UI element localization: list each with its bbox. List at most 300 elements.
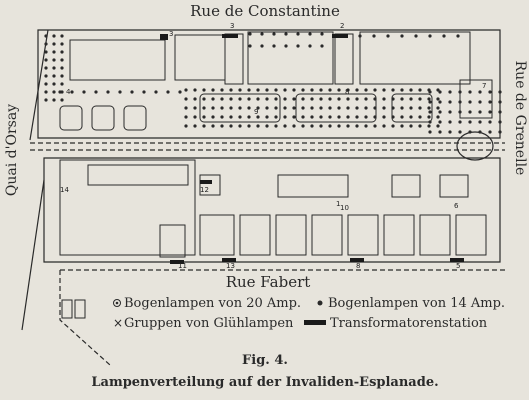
arc-lamp-dot bbox=[178, 90, 181, 93]
arc-lamp-dot bbox=[328, 97, 331, 100]
glow-lamp-cross-icon: × bbox=[113, 316, 124, 330]
arc-lamp-dot bbox=[468, 100, 471, 103]
arc-lamp-dot bbox=[118, 90, 121, 93]
arc-lamp-dot bbox=[265, 97, 268, 100]
arc-lamp-dot bbox=[428, 110, 431, 113]
arc-lamp-dot bbox=[427, 97, 430, 100]
lower-pavilion bbox=[440, 175, 468, 197]
arc-lamp-dot bbox=[438, 130, 441, 133]
legend-glow-groups: Gruppen von Glühlampen bbox=[124, 316, 294, 331]
arc-lamp-dot bbox=[283, 88, 286, 91]
arc-lamp-dot bbox=[229, 124, 232, 127]
garden-bed bbox=[124, 106, 146, 130]
arc-lamp-dot bbox=[364, 88, 367, 91]
lower-hall bbox=[160, 225, 185, 257]
arc-lamp-dot bbox=[284, 32, 287, 35]
arc-lamp-dot bbox=[60, 58, 63, 61]
arc-lamp-dot bbox=[274, 124, 277, 127]
arc-lamp-dot bbox=[52, 58, 55, 61]
arc-lamp-dot bbox=[320, 44, 323, 47]
marker-number: 2 bbox=[340, 22, 345, 30]
arc-lamp-dot bbox=[391, 106, 394, 109]
lower-building-strip bbox=[88, 165, 188, 185]
transformer-station-icon bbox=[200, 180, 212, 184]
street-label-top: Rue de Constantine bbox=[190, 2, 340, 20]
arc-lamp-dot bbox=[44, 42, 47, 45]
arc-lamp-dot bbox=[458, 120, 461, 123]
marker-number: 5 bbox=[456, 262, 461, 270]
arc-lamp-dot bbox=[372, 34, 375, 37]
arc-lamp-dot bbox=[319, 115, 322, 118]
arc-lamp-dot bbox=[310, 106, 313, 109]
lower-pavilion bbox=[392, 175, 420, 197]
lower-hall bbox=[384, 215, 414, 255]
arc-lamp-dot bbox=[274, 106, 277, 109]
arc-lamp-dot bbox=[166, 90, 169, 93]
lower-hall bbox=[200, 215, 234, 255]
arc-lamp-dot bbox=[52, 90, 55, 93]
arc-lamp-dot bbox=[458, 110, 461, 113]
arc-lamp-dot bbox=[498, 100, 501, 103]
arc-lamp-dot bbox=[292, 115, 295, 118]
arc-lamp-dot bbox=[58, 90, 61, 93]
lower-hall bbox=[312, 215, 342, 255]
arc-lamp-dot bbox=[193, 106, 196, 109]
arc-lamp-dot bbox=[400, 97, 403, 100]
arc-lamp-dot bbox=[319, 124, 322, 127]
lower-hall bbox=[420, 215, 450, 255]
arc-lamp-dot bbox=[488, 90, 491, 93]
arc-lamp-dot bbox=[310, 88, 313, 91]
arc-lamp-dot bbox=[220, 88, 223, 91]
arc-lamp-dot bbox=[418, 115, 421, 118]
garden-bed bbox=[92, 106, 114, 130]
quai-edge-lower bbox=[22, 180, 44, 330]
arc-lamp-dot bbox=[498, 130, 501, 133]
quai-kiosk bbox=[62, 300, 72, 318]
arc-lamp-dot bbox=[478, 90, 481, 93]
arc-lamp-dot bbox=[52, 82, 55, 85]
arc-lamp-dot bbox=[328, 115, 331, 118]
upper-right-square bbox=[460, 80, 492, 118]
garden-bed-long bbox=[296, 94, 376, 122]
arc-lamp-dot bbox=[498, 90, 501, 93]
arc-lamp-dot bbox=[265, 88, 268, 91]
arc-lamp-dot bbox=[193, 88, 196, 91]
arc-lamp-dot bbox=[391, 88, 394, 91]
arc-lamp-dot bbox=[202, 88, 205, 91]
lower-building-large bbox=[60, 160, 195, 255]
arc-lamp-dot bbox=[355, 88, 358, 91]
arc-lamp-dot bbox=[238, 115, 241, 118]
legend-arc-lamps-14: Bogenlampen von 14 Amp. bbox=[328, 296, 506, 311]
arc-lamp-dot bbox=[418, 88, 421, 91]
arc-lamp-dot bbox=[337, 97, 340, 100]
arc-lamp-dot bbox=[274, 88, 277, 91]
marker-number: 1 bbox=[336, 200, 341, 208]
arc-lamp-dot bbox=[256, 124, 259, 127]
arc-lamp-dot bbox=[478, 130, 481, 133]
arc-lamp-dot bbox=[60, 98, 63, 101]
arc-lamp-20-icon-dot bbox=[116, 302, 119, 305]
arc-lamp-dot bbox=[382, 124, 385, 127]
arc-lamp-dot bbox=[274, 97, 277, 100]
arc-lamp-dot bbox=[211, 97, 214, 100]
arc-lamp-dot bbox=[60, 82, 63, 85]
arc-lamp-dot bbox=[283, 106, 286, 109]
upper-building-middle bbox=[248, 32, 333, 84]
arc-lamp-dot bbox=[498, 120, 501, 123]
arc-lamp-dot bbox=[438, 90, 441, 93]
street-label-bottom: Rue Fabert bbox=[225, 273, 311, 291]
arc-lamp-dot bbox=[468, 90, 471, 93]
arc-lamp-dot bbox=[247, 124, 250, 127]
upper-pavilion-center bbox=[175, 35, 225, 80]
lower-pavilion bbox=[278, 175, 348, 197]
arc-lamp-dot bbox=[248, 32, 251, 35]
arc-lamp-dot bbox=[418, 97, 421, 100]
arc-lamp-dot bbox=[184, 88, 187, 91]
arc-lamp-dot bbox=[265, 124, 268, 127]
arc-lamp-dot bbox=[382, 115, 385, 118]
arc-lamp-dot bbox=[301, 97, 304, 100]
arc-lamp-dot bbox=[328, 88, 331, 91]
arc-lamp-dot bbox=[184, 97, 187, 100]
arc-lamp-dot bbox=[202, 124, 205, 127]
arc-lamp-dot bbox=[184, 106, 187, 109]
arc-lamp-dot bbox=[400, 115, 403, 118]
arc-lamp-dot bbox=[229, 88, 232, 91]
arc-lamp-dot bbox=[448, 110, 451, 113]
arc-lamp-dot bbox=[301, 88, 304, 91]
arc-lamp-dot bbox=[373, 115, 376, 118]
arc-lamp-14-icon bbox=[318, 301, 323, 306]
arc-lamp-dot bbox=[60, 66, 63, 69]
arc-lamp-dot bbox=[468, 120, 471, 123]
arc-lamp-dot bbox=[44, 90, 47, 93]
arc-lamp-dot bbox=[260, 32, 263, 35]
arc-lamp-dot bbox=[94, 90, 97, 93]
arc-lamp-dot bbox=[427, 124, 430, 127]
arc-lamp-dot bbox=[229, 97, 232, 100]
arc-lamp-dot bbox=[438, 110, 441, 113]
arc-lamp-dot bbox=[283, 115, 286, 118]
arc-lamp-dot bbox=[106, 90, 109, 93]
arc-lamp-dot bbox=[292, 106, 295, 109]
garden-bed bbox=[60, 106, 82, 130]
arc-lamp-dot bbox=[448, 100, 451, 103]
right-roundabout bbox=[457, 132, 493, 160]
arc-lamp-dot bbox=[265, 115, 268, 118]
marker-number: 3 bbox=[230, 22, 235, 30]
lower-hall bbox=[240, 215, 270, 255]
arc-lamp-dot bbox=[256, 97, 259, 100]
arc-lamp-dot bbox=[238, 106, 241, 109]
figure-number: Fig. 4. bbox=[242, 353, 288, 368]
arc-lamp-dot bbox=[229, 115, 232, 118]
arc-lamp-dot bbox=[211, 124, 214, 127]
arc-lamp-dot bbox=[211, 106, 214, 109]
arc-lamp-dot bbox=[60, 42, 63, 45]
arc-lamp-dot bbox=[438, 120, 441, 123]
arc-lamp-dot bbox=[328, 106, 331, 109]
arc-lamp-dot bbox=[220, 97, 223, 100]
arc-lamp-dot bbox=[346, 97, 349, 100]
arc-lamp-dot bbox=[44, 34, 47, 37]
transformer-station-icon bbox=[332, 34, 348, 38]
arc-lamp-dot bbox=[272, 32, 275, 35]
lower-block-outline bbox=[44, 158, 500, 262]
arc-lamp-dot bbox=[301, 106, 304, 109]
arc-lamp-dot bbox=[202, 115, 205, 118]
arc-lamp-dot bbox=[427, 106, 430, 109]
arc-lamp-dot bbox=[229, 106, 232, 109]
marker-number: 8 bbox=[356, 262, 361, 270]
arc-lamp-dot bbox=[355, 115, 358, 118]
arc-lamp-dot bbox=[409, 124, 412, 127]
street-label-right: Rue de Grenelle bbox=[512, 60, 528, 176]
arc-lamp-dot bbox=[364, 124, 367, 127]
arc-lamp-grid bbox=[44, 32, 501, 133]
arc-lamp-dot bbox=[52, 98, 55, 101]
arc-lamp-dot bbox=[364, 106, 367, 109]
arc-lamp-dot bbox=[142, 90, 145, 93]
arc-lamp-dot bbox=[488, 100, 491, 103]
arc-lamp-dot bbox=[436, 115, 439, 118]
arc-lamp-dot bbox=[498, 110, 501, 113]
arc-lamp-dot bbox=[272, 44, 275, 47]
arc-lamp-dot bbox=[468, 110, 471, 113]
arc-lamp-dot bbox=[82, 90, 85, 93]
arc-lamp-dot bbox=[337, 88, 340, 91]
transformer-station-icon bbox=[160, 34, 168, 40]
arc-lamp-dot bbox=[193, 124, 196, 127]
arc-lamp-dot bbox=[319, 88, 322, 91]
arc-lamp-dot bbox=[442, 34, 445, 37]
arc-lamp-dot bbox=[400, 34, 403, 37]
arc-lamp-dot bbox=[337, 124, 340, 127]
arc-lamp-dot bbox=[247, 88, 250, 91]
arc-lamp-dot bbox=[319, 106, 322, 109]
arc-lamp-dot bbox=[184, 115, 187, 118]
arc-lamp-dot bbox=[358, 34, 361, 37]
arc-lamp-dot bbox=[448, 120, 451, 123]
arc-lamp-dot bbox=[428, 34, 431, 37]
arc-lamp-dot bbox=[428, 100, 431, 103]
legend-transformer: Transformatorenstation bbox=[330, 316, 488, 331]
arc-lamp-dot bbox=[436, 124, 439, 127]
arc-lamp-dot bbox=[328, 124, 331, 127]
arc-lamp-dot bbox=[220, 115, 223, 118]
arc-lamp-dot bbox=[292, 97, 295, 100]
arc-lamp-dot bbox=[448, 90, 451, 93]
arc-lamp-dot bbox=[52, 74, 55, 77]
arc-lamp-dot bbox=[211, 88, 214, 91]
arc-lamp-dot bbox=[220, 124, 223, 127]
arc-lamp-dot bbox=[238, 88, 241, 91]
arc-lamp-dot bbox=[488, 130, 491, 133]
arc-lamp-dot bbox=[391, 124, 394, 127]
arc-lamp-dot bbox=[346, 124, 349, 127]
transformer-station-icon bbox=[222, 34, 238, 38]
arc-lamp-dot bbox=[296, 44, 299, 47]
arc-lamp-dot bbox=[319, 97, 322, 100]
arc-lamp-dot bbox=[283, 124, 286, 127]
arc-lamp-dot bbox=[414, 34, 417, 37]
arc-lamp-dot bbox=[355, 124, 358, 127]
lower-hall bbox=[456, 215, 486, 255]
arc-lamp-dot bbox=[292, 124, 295, 127]
arc-lamp-dot bbox=[310, 115, 313, 118]
marker-number: 9 bbox=[254, 108, 259, 116]
upper-pavilion-left bbox=[70, 40, 165, 80]
upper-column-3 bbox=[225, 34, 243, 84]
arc-lamp-dot bbox=[428, 130, 431, 133]
arc-lamp-dot bbox=[373, 106, 376, 109]
arc-lamp-dot bbox=[238, 124, 241, 127]
marker-number: 12 bbox=[200, 186, 209, 194]
arc-lamp-dot bbox=[418, 106, 421, 109]
arc-lamp-dot bbox=[391, 97, 394, 100]
arc-lamp-dot bbox=[154, 90, 157, 93]
arc-lamp-dot bbox=[44, 98, 47, 101]
marker-number: 4 bbox=[66, 88, 71, 96]
arc-lamp-dot bbox=[44, 50, 47, 53]
arc-lamp-dot bbox=[337, 115, 340, 118]
marker-number: 10 bbox=[340, 204, 349, 212]
arc-lamp-dot bbox=[337, 106, 340, 109]
arc-lamp-dot bbox=[44, 58, 47, 61]
marker-number: 8 bbox=[345, 88, 350, 96]
arc-lamp-dot bbox=[438, 100, 441, 103]
arc-lamp-dot bbox=[248, 44, 251, 47]
arc-lamp-dot bbox=[355, 97, 358, 100]
arc-lamp-dot bbox=[310, 97, 313, 100]
arc-lamp-dot bbox=[301, 115, 304, 118]
arc-lamp-dot bbox=[346, 115, 349, 118]
arc-lamp-dot bbox=[428, 120, 431, 123]
quai-kiosk bbox=[75, 300, 85, 318]
upper-building-right bbox=[360, 32, 470, 84]
arc-lamp-dot bbox=[488, 110, 491, 113]
arc-lamp-dot bbox=[436, 97, 439, 100]
arc-lamp-dot bbox=[409, 115, 412, 118]
arc-lamp-dot bbox=[468, 130, 471, 133]
arc-lamp-dot bbox=[184, 124, 187, 127]
arc-lamp-dot bbox=[448, 130, 451, 133]
arc-lamp-dot bbox=[52, 42, 55, 45]
street-label-left: Quai d'Orsay bbox=[4, 103, 20, 197]
arc-lamp-dot bbox=[247, 115, 250, 118]
legend-arc-lamps-20: Bogenlampen von 20 Amp. bbox=[124, 296, 302, 311]
lower-hall bbox=[348, 215, 378, 255]
arc-lamp-dot bbox=[296, 32, 299, 35]
figure-title: Lampenverteilung auf der Invaliden-Esplanade. bbox=[91, 375, 439, 390]
arc-lamp-dot bbox=[355, 106, 358, 109]
arc-lamp-dot bbox=[382, 106, 385, 109]
arc-lamp-dot bbox=[478, 120, 481, 123]
arc-lamp-dot bbox=[193, 97, 196, 100]
arc-lamp-dot bbox=[456, 34, 459, 37]
marker-number: 14 bbox=[60, 186, 69, 194]
marker-number: 7 bbox=[482, 82, 487, 90]
upper-column-2 bbox=[335, 34, 353, 84]
arc-lamp-dot bbox=[373, 88, 376, 91]
arc-lamp-dot bbox=[488, 120, 491, 123]
arc-lamp-dot bbox=[310, 124, 313, 127]
arc-lamp-dot bbox=[400, 124, 403, 127]
arc-lamp-dot bbox=[386, 34, 389, 37]
arc-lamp-dot bbox=[400, 106, 403, 109]
arc-lamp-dot bbox=[130, 90, 133, 93]
arc-lamp-dot bbox=[409, 106, 412, 109]
arc-lamp-dot bbox=[60, 74, 63, 77]
arc-lamp-dot bbox=[70, 90, 73, 93]
arc-lamp-dot bbox=[284, 44, 287, 47]
arc-lamp-dot bbox=[220, 106, 223, 109]
arc-lamp-dot bbox=[238, 97, 241, 100]
arc-lamp-dot bbox=[346, 106, 349, 109]
arc-lamp-dot bbox=[274, 115, 277, 118]
arc-lamp-dot bbox=[301, 124, 304, 127]
arc-lamp-dot bbox=[202, 97, 205, 100]
arc-lamp-dot bbox=[60, 34, 63, 37]
arc-lamp-dot bbox=[211, 115, 214, 118]
arc-lamp-dot bbox=[478, 110, 481, 113]
arc-lamp-dot bbox=[320, 32, 323, 35]
arc-lamp-dot bbox=[427, 115, 430, 118]
arc-lamp-dot bbox=[265, 106, 268, 109]
arc-lamp-dot bbox=[458, 90, 461, 93]
arc-lamp-dot bbox=[44, 66, 47, 69]
arc-lamp-dot bbox=[44, 74, 47, 77]
marker-number: 6 bbox=[454, 202, 459, 210]
arc-lamp-dot bbox=[52, 50, 55, 53]
marker-number: 3 bbox=[169, 30, 174, 38]
arc-lamp-dot bbox=[308, 44, 311, 47]
arc-lamp-dot bbox=[52, 66, 55, 69]
arc-lamp-dot bbox=[409, 88, 412, 91]
arc-lamp-dot bbox=[382, 97, 385, 100]
arc-lamp-dot bbox=[478, 100, 481, 103]
arc-lamp-dot bbox=[391, 115, 394, 118]
arc-lamp-dot bbox=[247, 106, 250, 109]
lower-hall bbox=[276, 215, 306, 255]
marker-number: 13 bbox=[226, 262, 235, 270]
arc-lamp-dot bbox=[364, 115, 367, 118]
arc-lamp-dot bbox=[382, 88, 385, 91]
arc-lamp-dot bbox=[308, 32, 311, 35]
arc-lamp-dot bbox=[193, 115, 196, 118]
arc-lamp-dot bbox=[418, 124, 421, 127]
arc-lamp-dot bbox=[283, 97, 286, 100]
arc-lamp-dot bbox=[60, 50, 63, 53]
arc-lamp-dot bbox=[458, 100, 461, 103]
arc-lamp-dot bbox=[436, 106, 439, 109]
arc-lamp-dot bbox=[373, 97, 376, 100]
arc-lamp-dot bbox=[202, 106, 205, 109]
arc-lamp-dot bbox=[409, 97, 412, 100]
arc-lamp-dot bbox=[256, 88, 259, 91]
transformer-legend-icon bbox=[304, 320, 326, 325]
arc-lamp-dot bbox=[44, 82, 47, 85]
arc-lamp-dot bbox=[52, 34, 55, 37]
arc-lamp-dot bbox=[247, 97, 250, 100]
arc-lamp-dot bbox=[400, 88, 403, 91]
arc-lamp-dot bbox=[364, 97, 367, 100]
arc-lamp-dot bbox=[292, 88, 295, 91]
arc-lamp-dot bbox=[373, 124, 376, 127]
